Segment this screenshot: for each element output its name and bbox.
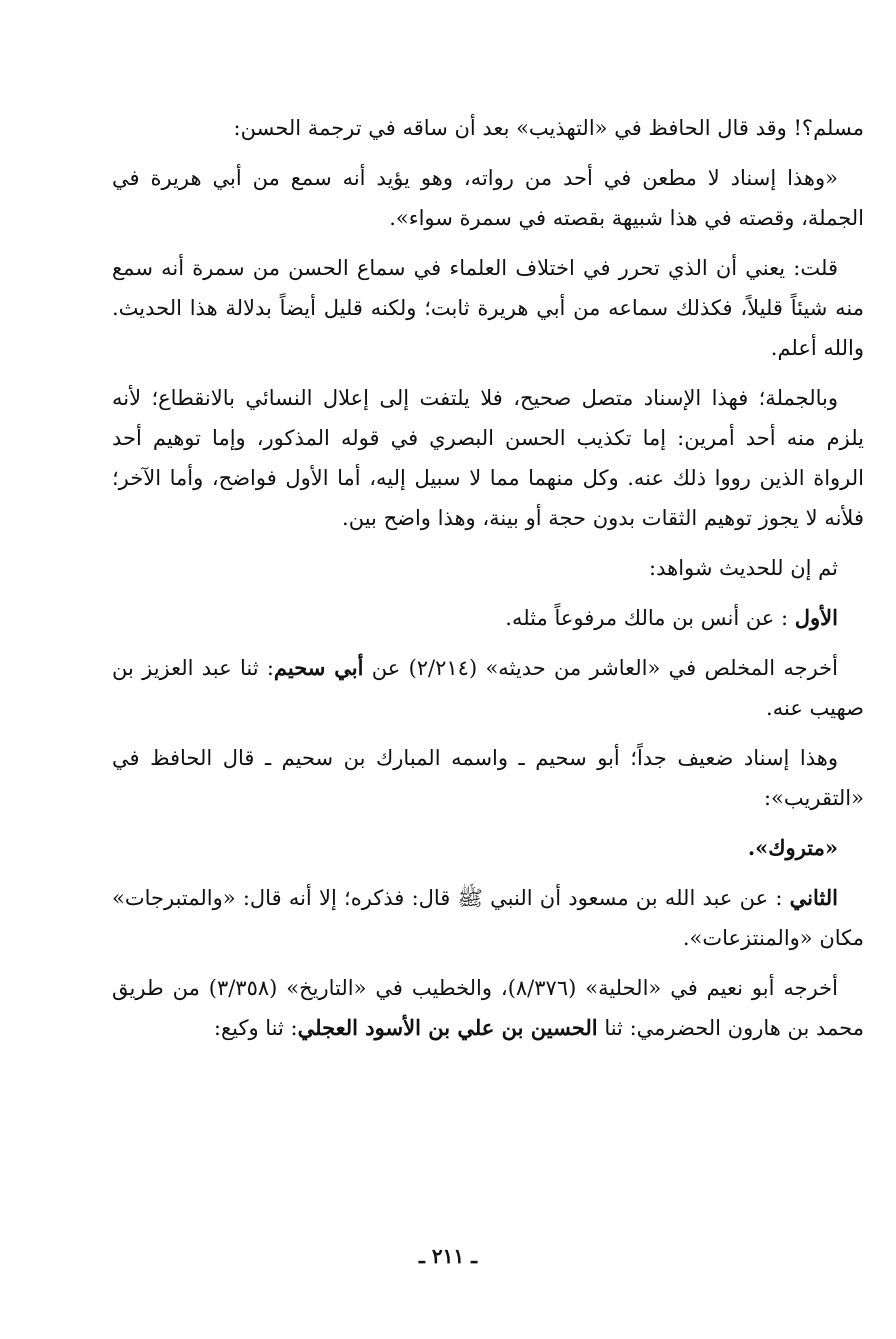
paragraph-5 xyxy=(112,548,864,588)
paragraph-1 xyxy=(112,108,864,148)
paragraph-7-narrator: أبي سحيم xyxy=(273,655,364,680)
paragraph-3-text: قلت: يعني أن الذي تحرر في اختلاف العلماء في سماع الحسن من سمرة أنه سمع منه شيئاً قليلاً، فكذلك سماعه من أبي هريرة ثابت؛ ولكنه قليل أيضاً بدلالة هذا الحديث. والله أعلم. xyxy=(112,256,864,360)
paragraph-1-text: مسلم؟! وقد قال الحافظ في «التهذيب» بعد أن ساقه في ترجمة الحسن: xyxy=(233,116,864,140)
paragraph-4 xyxy=(112,378,864,538)
paragraph-7-text-b: : ثنا عبد العزيز بن صهيب عنه. xyxy=(112,656,864,720)
paragraph-9-text: «متروك». xyxy=(747,835,838,860)
witness-1-text: : عن أنس بن مالك مرفوعاً مثله. xyxy=(505,606,789,630)
witness-1-label: الأول xyxy=(794,605,838,630)
paragraph-6 xyxy=(112,598,864,638)
paragraph-7 xyxy=(112,648,864,728)
paragraph-11-text-a: أخرجه أبو نعيم في «الحلية» (٨/٣٧٦)، والخطيب في «التاريخ» (٣/٣٥٨) من طريق محمد بن هارون الحضرمي: ثنا xyxy=(112,976,864,1040)
paragraph-2 xyxy=(112,158,864,238)
paragraph-3 xyxy=(112,248,864,368)
paragraph-4-text: وبالجملة؛ فهذا الإسناد متصل صحيح، فلا يلتفت إلى إعلال النسائي بالانقطاع؛ لأنه يلزم منه أحد أمرين: إما تكذيب الحسن البصري في قوله المذكور، وإما توهيم أحد الرواة الذين رووا ذلك عنه. وكل منهما مما لا سبيل إليه، أما الأول فواضح، وأما الآخر؛ فلأنه لا يجوز توهيم الثقات بدون حجة أو بينة، وهذا واضح بين. xyxy=(112,386,864,530)
paragraph-7-text-a: أخرجه المخلص في «العاشر من حديثه» (٢/٢١٤) عن xyxy=(363,656,838,680)
paragraph-8-text: وهذا إسناد ضعيف جداً؛ أبو سحيم ـ واسمه المبارك بن سحيم ـ قال الحافظ في «التقريب»: xyxy=(112,746,864,810)
paragraph-8 xyxy=(112,738,864,818)
page-body xyxy=(112,108,864,1058)
witness-2-label: الثاني xyxy=(789,885,838,910)
witness-2-text: : عن عبد الله بن مسعود أن النبي ﷺ قال: فذكره؛ إلا أنه قال: «والمتبرجات» مكان «والمنتزعات». xyxy=(112,886,864,950)
paragraph-5-text: ثم إن للحديث شواهد: xyxy=(649,556,838,580)
paragraph-11-narrator: الحسين بن علي بن الأسود العجلي xyxy=(297,1015,598,1040)
paragraph-2-text: «وهذا إسناد لا مطعن في أحد من رواته، وهو يؤيد أنه سمع من أبي هريرة في الجملة، وقصته في هذا شبيهة بقصته في سمرة سواء». xyxy=(112,166,864,230)
paragraph-9 xyxy=(112,828,864,868)
paragraph-11-text-b: : ثنا وكيع: xyxy=(213,1016,298,1040)
paragraph-10 xyxy=(112,878,864,958)
page-number: ـ ٢١١ ـ xyxy=(419,1244,477,1268)
paragraph-11 xyxy=(112,968,864,1048)
